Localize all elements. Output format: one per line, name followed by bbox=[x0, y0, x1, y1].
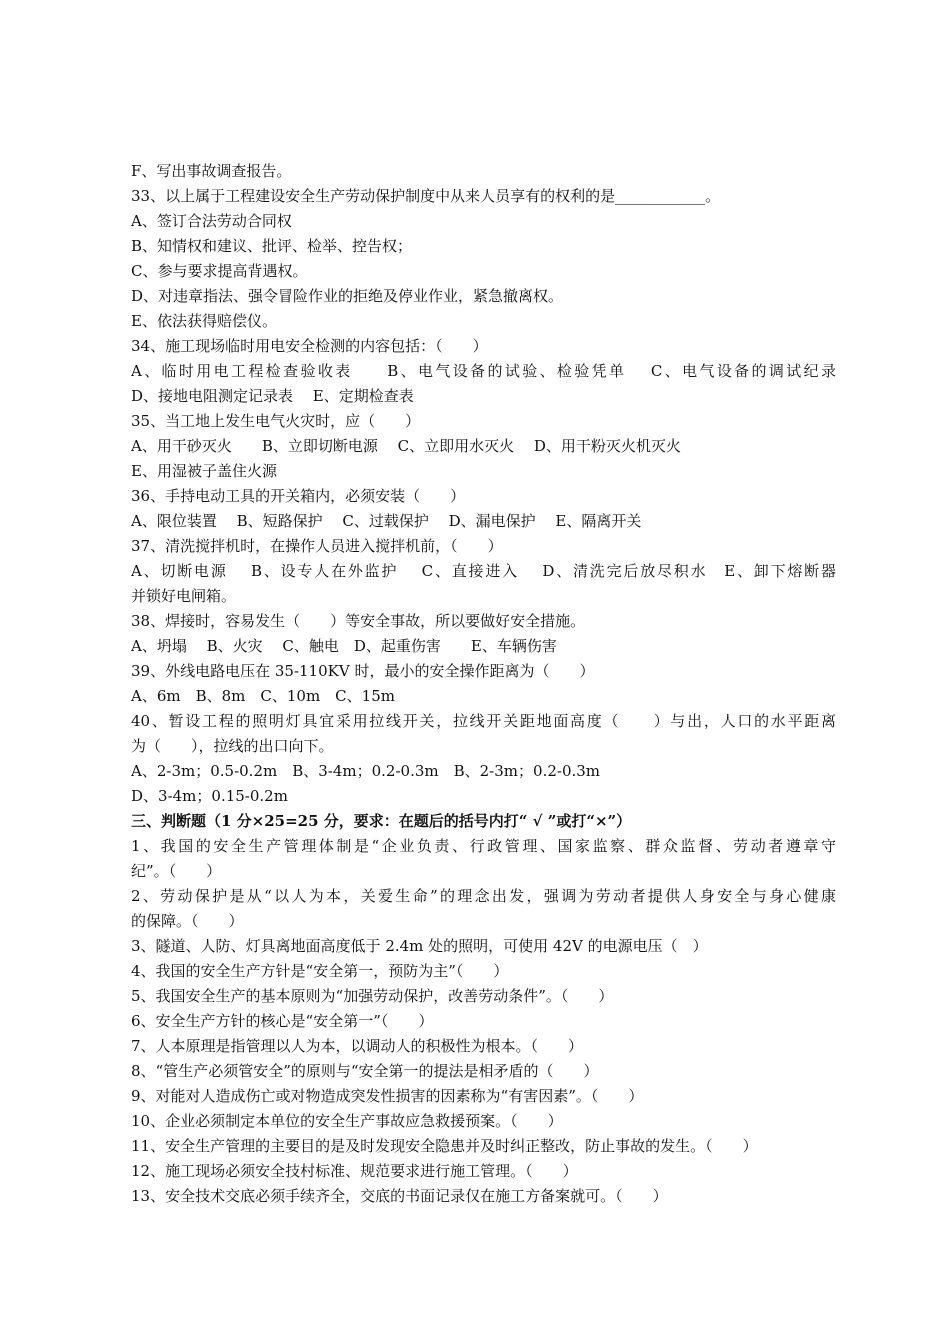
text-line: 7、人本原理是指管理以人为本，以调动人的积极性为根本。（ ） bbox=[131, 1037, 584, 1055]
text-line: E、依法获得赔偿仪。 bbox=[131, 312, 277, 330]
text-line: A、2-3m；0.5-0.2m B、3-4m；0.2-0.3m B、2-3m；0.2-0.3m bbox=[131, 762, 601, 780]
text-line: 34、施工现场临时用电安全检测的内容包括：（ ） bbox=[131, 337, 488, 355]
text-line: 33、以上属于工程建设安全生产劳动保护制度中从来人员享有的权利的是____________。 bbox=[131, 187, 721, 205]
document-page bbox=[131, 159, 836, 1209]
text-line: 36、手持电动工具的开关箱内，必须安装（ ） bbox=[131, 487, 466, 505]
text-line: A、坍塌 B、火灾 C、触电 D、起重伤害 E、车辆伤害 bbox=[131, 637, 557, 655]
text-line: 并锁好电闸箱。 bbox=[131, 587, 237, 605]
text-line: 37、清洗搅拌机时，在操作人员进入搅拌机前，（ ） bbox=[131, 537, 503, 555]
text-line: 为（ ），拉线的出口向下。 bbox=[131, 737, 334, 755]
text-line: D、3-4m；0.15-0.2m bbox=[131, 787, 288, 805]
text-line: 3、隧道、人防、灯具离地面高度低于 2.4m 处的照明，可使用 42V 的电源电压（ ） bbox=[131, 937, 708, 955]
text-line: F、写出事故调查报告。 bbox=[131, 162, 292, 180]
text-line: 10、企业必须制定本单位的安全生产事故应急救援预案。（ ） bbox=[131, 1112, 563, 1130]
section-heading: 三、判断题（1 分×25=25 分，要求：在题后的括号内打“ √ ”或打“×”） bbox=[131, 812, 632, 830]
text-line: D、对违章指法、强令冒险作业的拒绝及停业作业，紧急撤离权。 bbox=[131, 287, 564, 305]
text-line: 纪”。（ ） bbox=[131, 862, 222, 880]
text-line: 4、我国的安全生产方针是“安全第一，预防为主”（ ） bbox=[131, 962, 509, 980]
text-line: 35、当工地上发生电气火灾时，应（ ） bbox=[131, 412, 421, 430]
text-line: A、临时用电工程检查验收表 B、电气设备的试验、检验凭单 C、电气设备的调试纪录 bbox=[131, 362, 836, 380]
text-line: A、切断电源 B、设专人在外监护 C、直接进入 D、清洗完后放尽积水 E、卸下熔断器 bbox=[131, 562, 836, 580]
text-line: A、6m B、8m C、10m C、15m bbox=[131, 687, 395, 705]
text-line: 1、我国的安全生产管理体制是“企业负责、行政管理、国家监察、群众监督、劳动者遵章守 bbox=[131, 837, 836, 855]
text-line: 39、外线电路电压在 35-110KV 时，最小的安全操作距离为（ ） bbox=[131, 662, 595, 680]
text-line: A、用干砂灭火 B、立即切断电源 C、立即用水灭火 D、用干粉灭火机灭火 bbox=[131, 437, 681, 455]
text-line: A、限位装置 B、短路保护 C、过载保护 D、漏电保护 E、隔离开关 bbox=[131, 512, 642, 530]
text-line: 12、施工现场必须安全技村标准、规范要求进行施工管理。（ ） bbox=[131, 1162, 578, 1180]
text-line: C、参与要求提高背遇权。 bbox=[131, 262, 308, 280]
text-line: 40、暂设工程的照明灯具宜采用拉线开关，拉线开关距地面高度（ ）与出，人口的水平距离 bbox=[131, 712, 836, 730]
text-line: 5、我国安全生产的基本原则为“加强劳动保护，改善劳动条件”。（ ） bbox=[131, 987, 614, 1005]
text-line: 8、“管生产必须管安全”的原则与“安全第一的提法是相矛盾的（ ） bbox=[131, 1062, 599, 1080]
text-line: D、接地电阻测定记录表 E、定期检查表 bbox=[131, 387, 414, 405]
text-line: 13、安全技术交底必须手续齐全，交底的书面记录仅在施工方备案就可。（ ） bbox=[131, 1187, 668, 1205]
text-line: 2、劳动保护是从“以人为本，关爱生命”的理念出发，强调为劳动者提供人身安全与身心健康 bbox=[131, 887, 836, 905]
text-line: 38、焊接时，容易发生（ ）等安全事故，所以要做好安全措施。 bbox=[131, 612, 586, 630]
text-line: 6、安全生产方针的核心是“安全第一”（ ） bbox=[131, 1012, 434, 1030]
text-line: B、知情权和建议、批评、检举、控告权； bbox=[131, 237, 413, 255]
text-line: E、用湿被子盖住火源 bbox=[131, 462, 277, 480]
text-line: 的保障。（ ） bbox=[131, 912, 244, 930]
text-line: A、签订合法劳动合同权 bbox=[131, 212, 292, 230]
text-line: 9、对能对人造成伤亡或对物造成突发性损害的因素称为“有害因素”。（ ） bbox=[131, 1087, 644, 1105]
text-line: 11、安全生产管理的主要目的是及时发现安全隐患并及时纠正整改，防止事故的发生。（ ） bbox=[131, 1137, 758, 1155]
